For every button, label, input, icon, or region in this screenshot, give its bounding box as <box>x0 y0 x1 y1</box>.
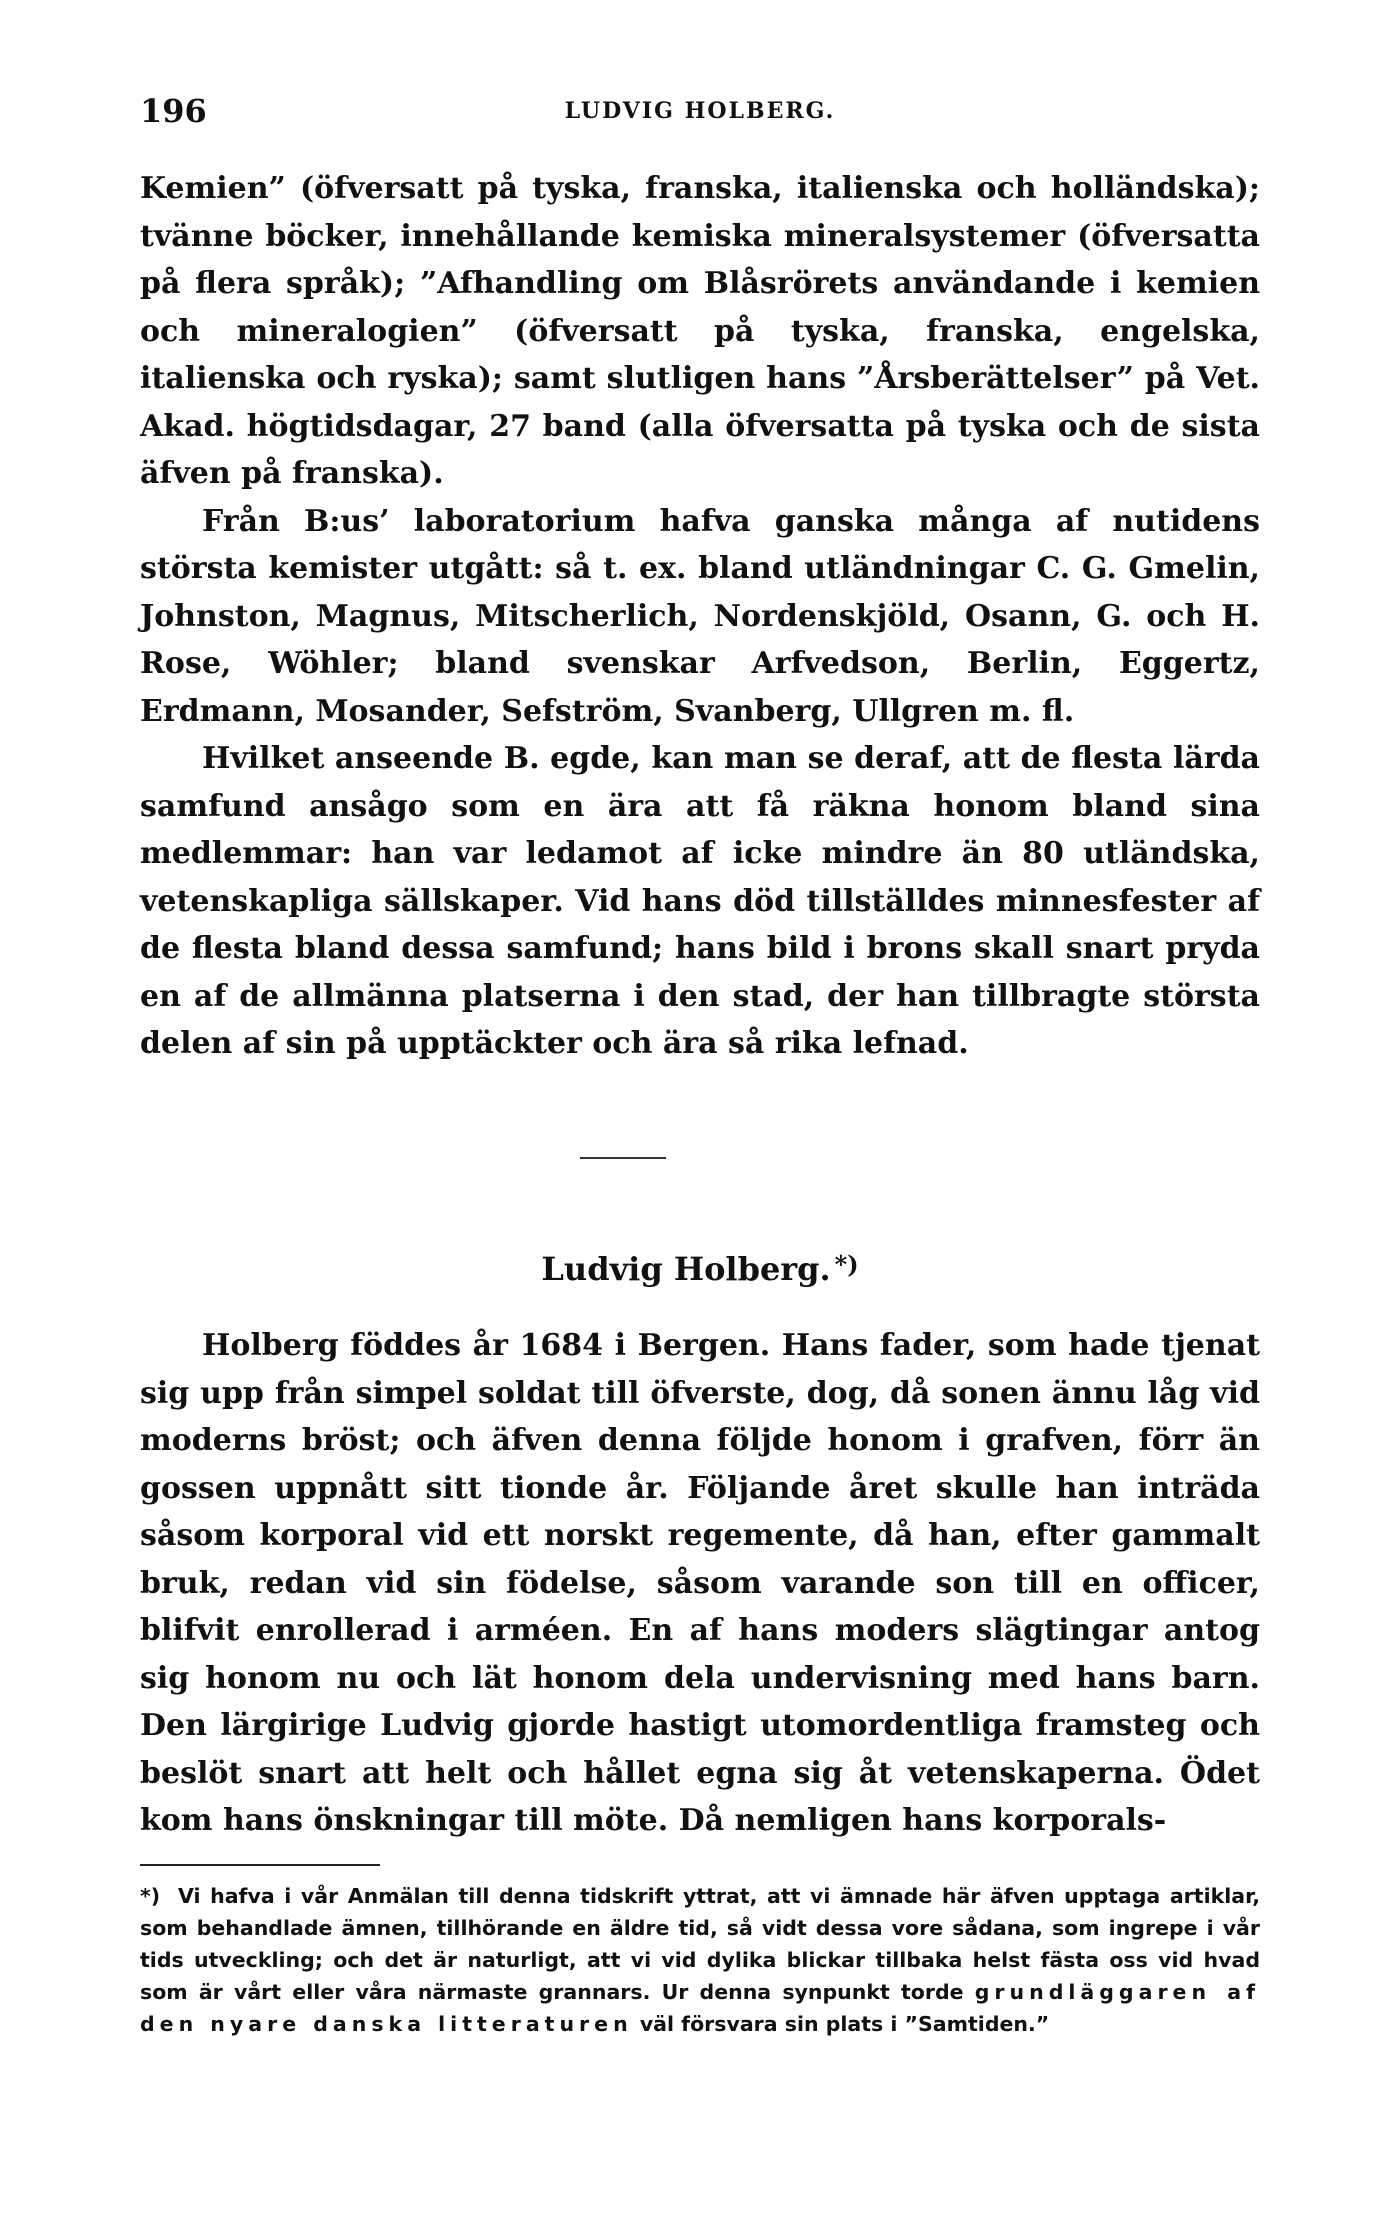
running-title: LUDVIG HOLBERG. <box>564 98 836 124</box>
footnote-rule <box>140 1864 380 1866</box>
paragraph: Holberg föddes år 1684 i Bergen. Hans fader, som hade tjenat sig upp från simpel soldat till öfverste, dog, då sonen ännu låg vid moderns bröst; och äfven denna följde honom i grafven, förr än gossen uppnått sitt tionde år. Följande året skulle han inträda såsom korporal vid ett norskt regemente, då han, efter gammalt bruk, redan vid sin födelse, såsom varande son till en officer, blifvit enrollerad i arméen. En af hans moders slägtingar antog sig honom nu och lät honom dela undervisning med hans barn. Den lärgirige Ludvig gjorde hastigt utomordentliga framsteg och beslöt snart att helt och hållet egna sig åt vetenskaperna. Ödet kom hans önskningar till möte. Då nemligen hans korporals- <box>140 1328 1260 1838</box>
footnote-spaced-text: grundläggaren af den nyare danska litteraturen <box>140 1980 1260 2036</box>
section-separator-rule <box>580 1157 666 1159</box>
paragraph: Hvilket anseende B. egde, kan man se deraf, att de flesta lärda samfund ansågo som en ära att få räkna honom bland sina medlemmar: han var ledamot af icke mindre än 80 utländska, vetenskapliga sällskaper. Vid hans död tillställdes minnesfester af de flesta bland dessa samfund; hans bild i brons skall snart pryda en af de allmänna platserna i den stad, der han tillbragte största delen af sin på upptäckter och ära så rika lefnad. <box>140 741 1260 1061</box>
footnote-text <box>140 1880 1260 2040</box>
page-number: 196 <box>140 92 207 130</box>
footnote-text-before: Vi hafva i vår Anmälan till denna tidskrift yttrat, att vi ämnade här äfven upptaga artiklar, som behandlade ämnen, tillhörande en äldre tid, så vidt dessa vore sådana, som ingrepe i vår tids utveckling; och det är naturligt, att vi vid dylika blickar tillbaka helst fästa oss vid hvad som är vårt eller våra närmaste grannars. Ur denna synpunkt torde <box>140 1884 1260 2004</box>
paragraph: Från B:us’ laboratorium hafva ganska många af nutidens största kemister utgått: så t. ex. bland utländningar C. G. Gmelin, Johnston, Magnus, Mitscherlich, Nordenskjöld, Osann, G. och H. Rose, Wöhler; bland svenskar Arfvedson, Berlin, Eggertz, Erdmann, Mosander, Sefström, Svanberg, Ullgren m. fl. <box>140 503 1260 729</box>
footnote-text-after: väl försvara sin plats i ”Samtiden.” <box>639 2012 1050 2036</box>
body-text-section-2 <box>140 1322 1260 1845</box>
section-heading-title: Ludvig Holberg. <box>541 1250 831 1288</box>
footnote <box>140 1880 1260 2040</box>
running-head <box>140 92 1260 132</box>
paragraph: Kemien” (öfversatt på tyska, franska, italienska och holländska); tvänne böcker, innehållande kemiska mineralsystemer (öfversatta på flera språk); ”Afhandling om Blåsrörets användande i kemien och mineralogien” (öfversatt på tyska, franska, engelska, italienska och ryska); samt slutligen hans ”Årsberättelser” på Vet. Akad. högtidsdagar, 27 band (alla öfversatta på tyska och de sista äfven på franska). <box>140 171 1260 491</box>
body-text-section-1 <box>140 165 1260 1068</box>
footnote-reference-mark: *) <box>834 1250 859 1279</box>
footnote-mark: *) <box>140 1884 161 1908</box>
section-heading <box>140 1250 1260 1288</box>
